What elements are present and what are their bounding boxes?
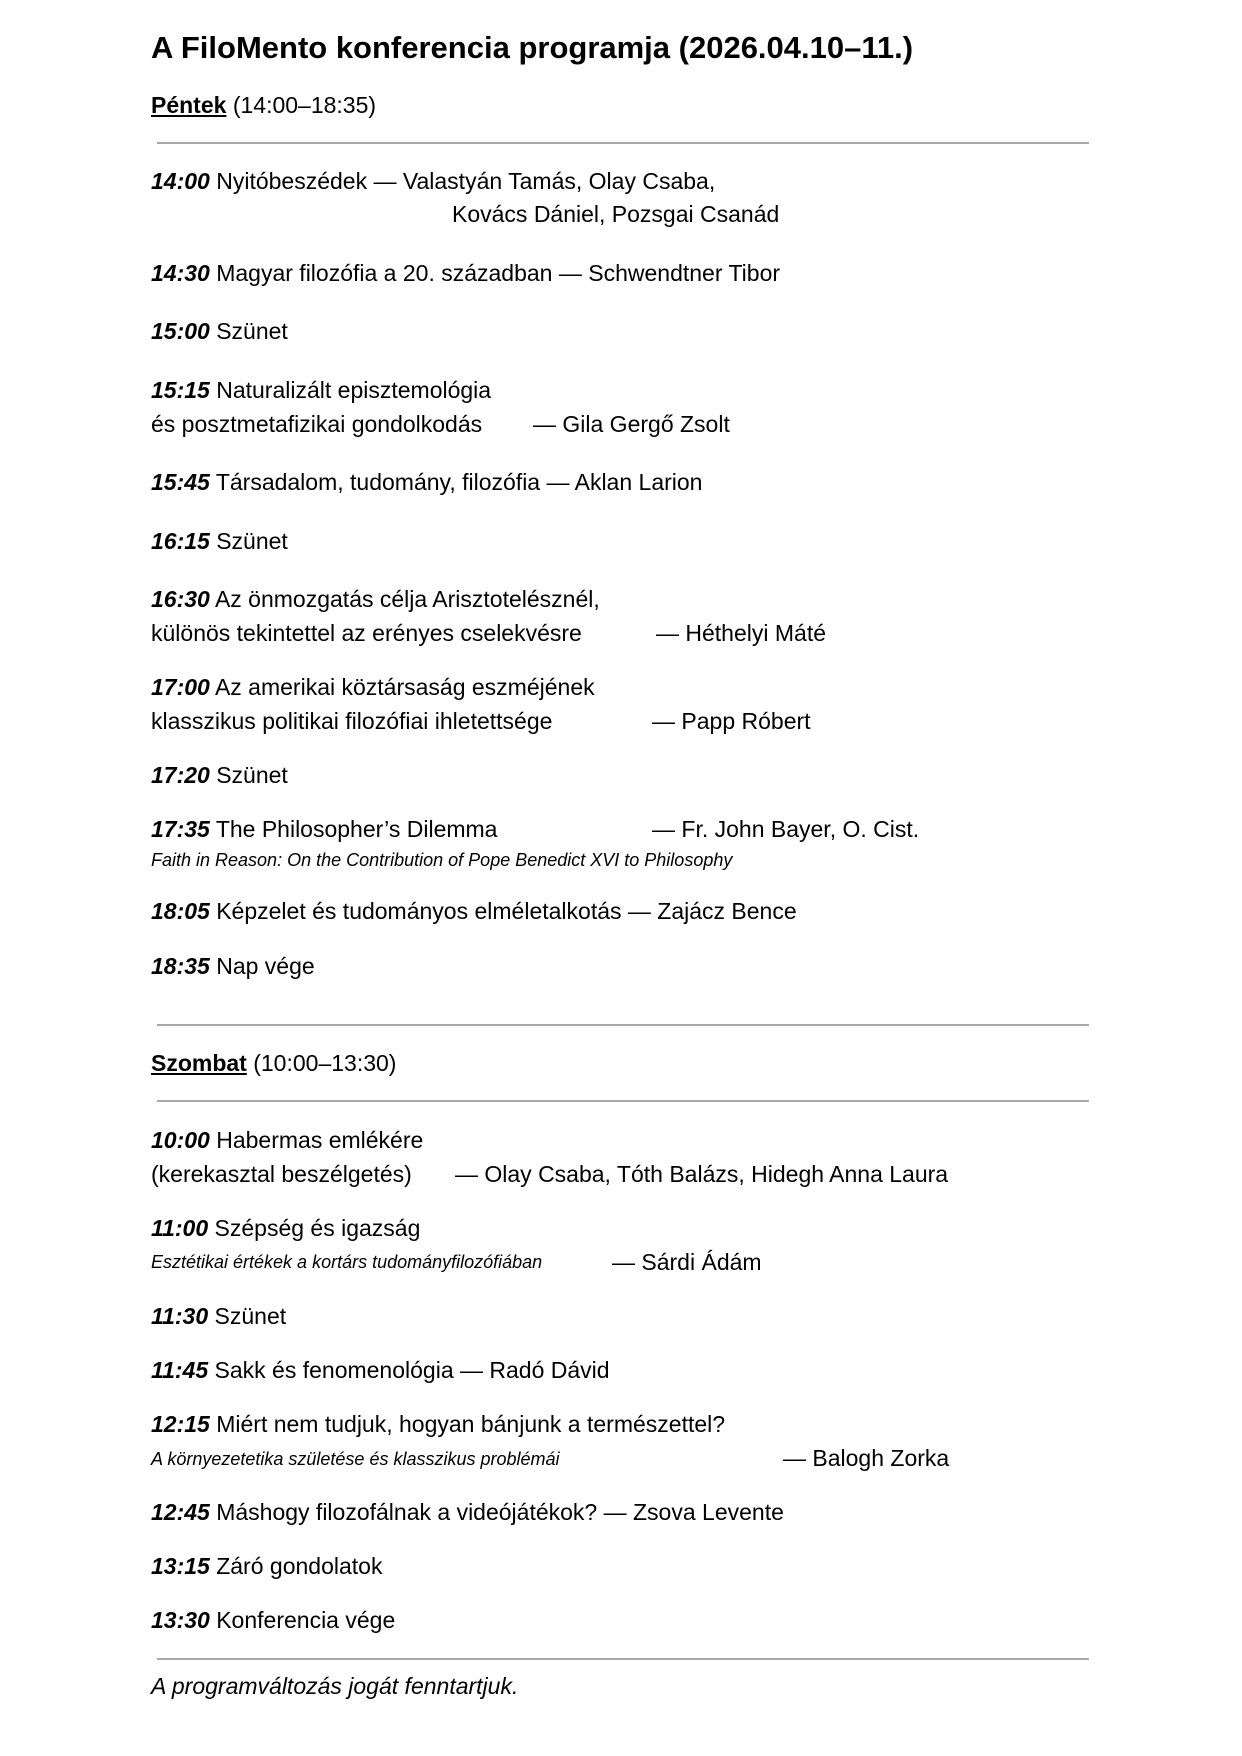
item-subtitle: Esztétikai értékek a kortárs tudományfilozófiában bbox=[151, 1252, 543, 1272]
item-time: 12:15 bbox=[151, 1411, 210, 1437]
schedule-item bbox=[151, 318, 288, 345]
item-title-line2: klasszikus politikai filozófiai ihletettsége bbox=[151, 708, 553, 734]
item-title: Képzelet és tudományos elméletalkotás — Zajácz Bence bbox=[216, 898, 797, 924]
schedule-item bbox=[151, 1607, 395, 1634]
item-time: 14:00 bbox=[151, 168, 210, 194]
item-speaker: — Gila Gergő Zsolt bbox=[533, 411, 730, 437]
item-title: The Philosopher’s Dilemma bbox=[215, 816, 498, 842]
item-title-line2: különös tekintettel az erényes cselekvésre bbox=[151, 620, 582, 646]
item-time: 17:00 bbox=[151, 674, 210, 700]
item-title: Záró gondolatok bbox=[216, 1553, 383, 1579]
item-title: Társadalom, tudomány, filozófia — Aklan Larion bbox=[215, 469, 703, 495]
item-speaker: — Héthelyi Máté bbox=[656, 620, 827, 646]
item-speaker: — Fr. John Bayer, O. Cist. bbox=[652, 816, 920, 842]
item-time: 10:00 bbox=[151, 1127, 210, 1153]
saturday-header bbox=[151, 1050, 396, 1077]
item-speaker: — Balogh Zorka bbox=[783, 1445, 950, 1471]
divider bbox=[157, 1024, 1089, 1026]
item-title: Sakk és fenomenológia — Radó Dávid bbox=[214, 1357, 610, 1383]
item-time: 15:45 bbox=[151, 469, 210, 495]
item-time: 11:30 bbox=[151, 1303, 209, 1329]
item-title: Szünet bbox=[214, 1303, 287, 1329]
schedule-item bbox=[151, 816, 497, 843]
schedule-item bbox=[151, 762, 288, 789]
item-time: 17:35 bbox=[151, 816, 210, 842]
item-title: Naturalizált episztemológia bbox=[216, 377, 492, 403]
schedule-item bbox=[151, 377, 491, 404]
item-speaker: — Olay Csaba, Tóth Balázs, Hidegh Anna Laura bbox=[455, 1161, 949, 1187]
schedule-item bbox=[151, 1357, 610, 1384]
item-title-line2: és posztmetafizikai gondolkodás bbox=[151, 411, 483, 437]
item-title: Szépség és igazság bbox=[214, 1215, 421, 1241]
footer-note: A programváltozás jogát fenntartjuk. bbox=[151, 1673, 519, 1699]
item-speaker: — Papp Róbert bbox=[652, 708, 811, 734]
item-title: Szünet bbox=[216, 528, 288, 554]
schedule-item bbox=[151, 1215, 420, 1242]
item-title: Miért nem tudjuk, hogyan bánjunk a természettel? bbox=[216, 1411, 726, 1437]
item-time: 14:30 bbox=[151, 260, 210, 286]
item-time: 12:45 bbox=[151, 1499, 210, 1525]
friday-header bbox=[151, 92, 376, 119]
schedule-item bbox=[151, 528, 288, 555]
item-title: Az amerikai köztársaság eszméjének bbox=[214, 674, 595, 700]
friday-day-name: Péntek bbox=[151, 92, 227, 118]
item-title: Habermas emlékére bbox=[216, 1127, 424, 1153]
schedule-item bbox=[151, 1303, 286, 1330]
item-title: Nap vége bbox=[216, 953, 315, 979]
friday-hours: (14:00–18:35) bbox=[232, 92, 377, 118]
item-continuation: Kovács Dániel, Pozsgai Csanád bbox=[452, 201, 780, 227]
item-time: 17:20 bbox=[151, 762, 210, 788]
schedule-item bbox=[151, 953, 315, 980]
item-title: Nyitóbeszédek — Valastyán Tamás, Olay Csaba, bbox=[216, 168, 716, 194]
item-time: 13:30 bbox=[151, 1607, 210, 1633]
item-time: 15:15 bbox=[151, 377, 210, 403]
item-title: Magyar filozófia a 20. században — Schwendtner Tibor bbox=[216, 260, 781, 286]
saturday-day-name: Szombat bbox=[151, 1050, 247, 1076]
item-subtitle: Faith in Reason: On the Contribution of Pope Benedict XVI to Philosophy bbox=[151, 850, 733, 870]
schedule-item bbox=[151, 168, 715, 195]
item-time: 13:15 bbox=[151, 1553, 210, 1579]
schedule-item bbox=[151, 469, 702, 496]
item-title: Szünet bbox=[216, 762, 288, 788]
schedule-item bbox=[151, 898, 797, 925]
schedule-item bbox=[151, 260, 780, 287]
item-time: 15:00 bbox=[151, 318, 210, 344]
item-time: 11:00 bbox=[151, 1215, 209, 1241]
divider bbox=[157, 1658, 1089, 1660]
item-title: Szünet bbox=[216, 318, 288, 344]
item-time: 16:15 bbox=[151, 528, 210, 554]
divider bbox=[157, 1100, 1089, 1102]
schedule-item bbox=[151, 1499, 784, 1526]
schedule-item bbox=[151, 674, 595, 701]
item-subtitle: A környezetetika születése és klasszikus problémái bbox=[151, 1449, 560, 1469]
item-title: Máshogy filozofálnak a videójátékok? — Zsova Levente bbox=[216, 1499, 784, 1525]
schedule-item bbox=[151, 1411, 725, 1438]
schedule-item bbox=[151, 1127, 423, 1154]
saturday-hours: (10:00–13:30) bbox=[253, 1050, 397, 1076]
item-title-line2: (kerekasztal beszélgetés) bbox=[151, 1161, 412, 1187]
item-speaker: — Sárdi Ádám bbox=[612, 1249, 762, 1275]
item-time: 18:35 bbox=[151, 953, 210, 979]
schedule-item bbox=[151, 1553, 382, 1580]
item-time: 18:05 bbox=[151, 898, 210, 924]
item-title: Az önmozgatás célja Arisztotelésznél, bbox=[214, 586, 600, 612]
item-time: 11:45 bbox=[151, 1357, 209, 1383]
item-time: 16:30 bbox=[151, 586, 210, 612]
page-title: A FiloMento konferencia programja (2026.04.10–11.) bbox=[151, 30, 914, 65]
schedule-item bbox=[151, 586, 600, 613]
divider bbox=[157, 142, 1089, 144]
item-title: Konferencia vége bbox=[216, 1607, 396, 1633]
